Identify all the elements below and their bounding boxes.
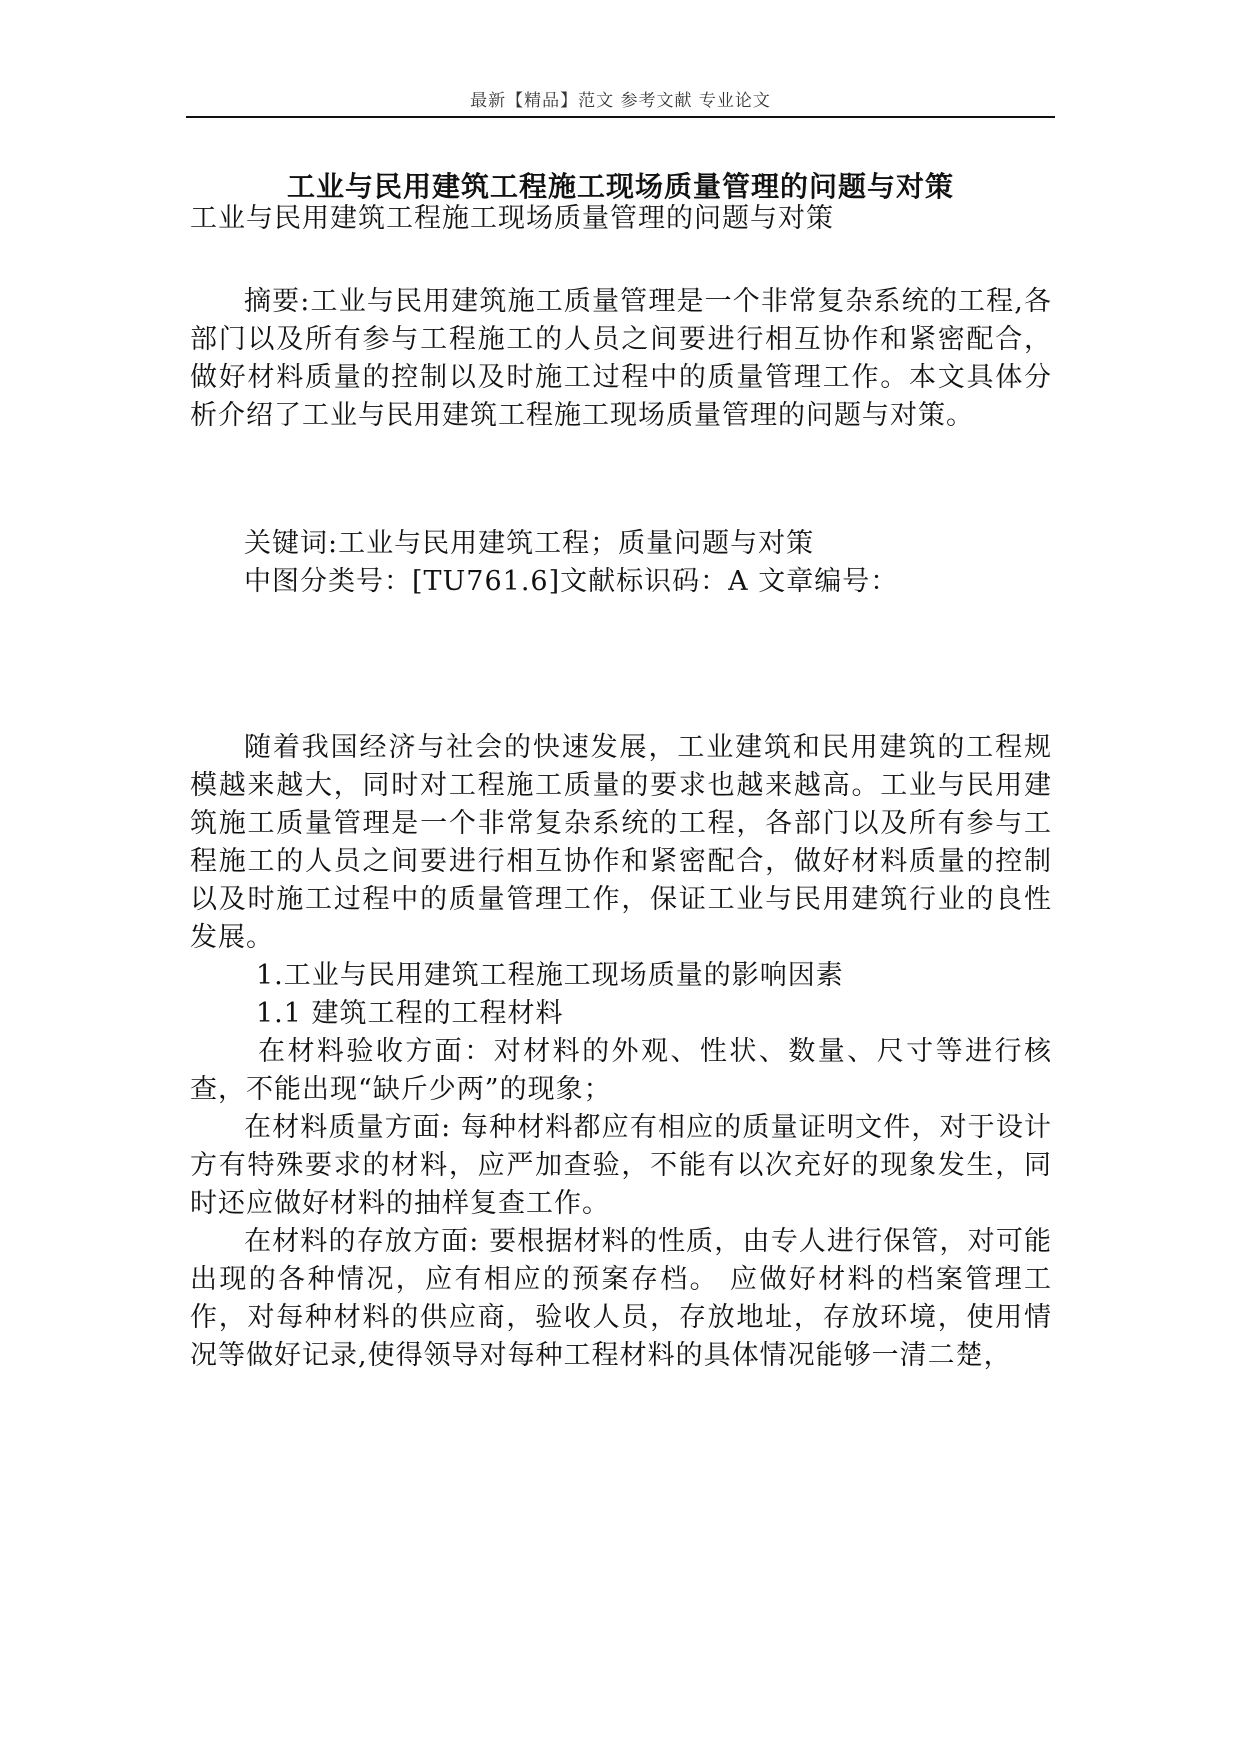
abstract-text: 摘要:工业与民用建筑施工质量管理是一个非常复杂系统的工程,各部门以及所有参与工程施工的人员之间要进行相互协作和紧密配合，做好材料质量的控制以及时施工过程中的质量管理工作。本文具体分析介绍了工业与民用建筑工程施工现场质量管理的问题与对策。	[190, 286, 1052, 431]
keywords-line: 关键词:工业与民用建筑工程；质量问题与对策	[244, 528, 815, 559]
header-divider	[186, 116, 1055, 118]
paragraph-quality: 在材料质量方面: 每种材料都应有相应的质量证明文件，对于设计方有特殊要求的材料，应严加查验，不能有以次充好的现象发生，同时还应做好材料的抽样复查工作。	[190, 1112, 1052, 1219]
intro-paragraph: 随着我国经济与社会的快速发展，工业建筑和民用建筑的工程规模越来越大，同时对工程施工质量的要求也越来越高。工业与民用建筑施工质量管理是一个非常复杂系统的工程，各部门以及所有参与工程施工的人员之间要进行相互协作和紧密配合，做好材料质量的控制以及时施工过程中的质量管理工作，保证工业与民用建筑行业的良性发展。	[190, 732, 1052, 953]
section-heading: 1.工业与民用建筑工程施工现场质量的影响因素	[256, 960, 844, 991]
paragraph-storage: 在材料的存放方面: 要根据材料的性质，由专人进行保管，对可能出现的各种情况，应有相应的预案存档。 应做好材料的档案管理工作，对每种材料的供应商，验收人员，存放地址，存放环境，使用情况等做好记录,使得领导对每种工程材料的具体情况能够一清二楚，	[190, 1226, 1052, 1371]
abstract-paragraph	[190, 283, 1052, 435]
subsection-heading: 1.1 建筑工程的工程材料	[256, 998, 564, 1029]
document-subtitle	[190, 200, 1052, 238]
page-header: 最新【精品】范文 参考文献 专业论文	[470, 91, 771, 111]
article-body	[190, 729, 1052, 1375]
classification-line: 中图分类号：[TU761.6]文献标识码：A 文章编号：	[244, 566, 899, 597]
keywords-block	[190, 525, 1052, 601]
document-title: 工业与民用建筑工程施工现场质量管理的问题与对策	[286, 170, 954, 203]
paragraph-acceptance: 在材料验收方面：对材料的外观、性状、数量、尺寸等进行核查，不能出现“缺斤少两”的现象；	[190, 1036, 1052, 1105]
subtitle-text: 工业与民用建筑工程施工现场质量管理的问题与对策	[190, 203, 834, 234]
